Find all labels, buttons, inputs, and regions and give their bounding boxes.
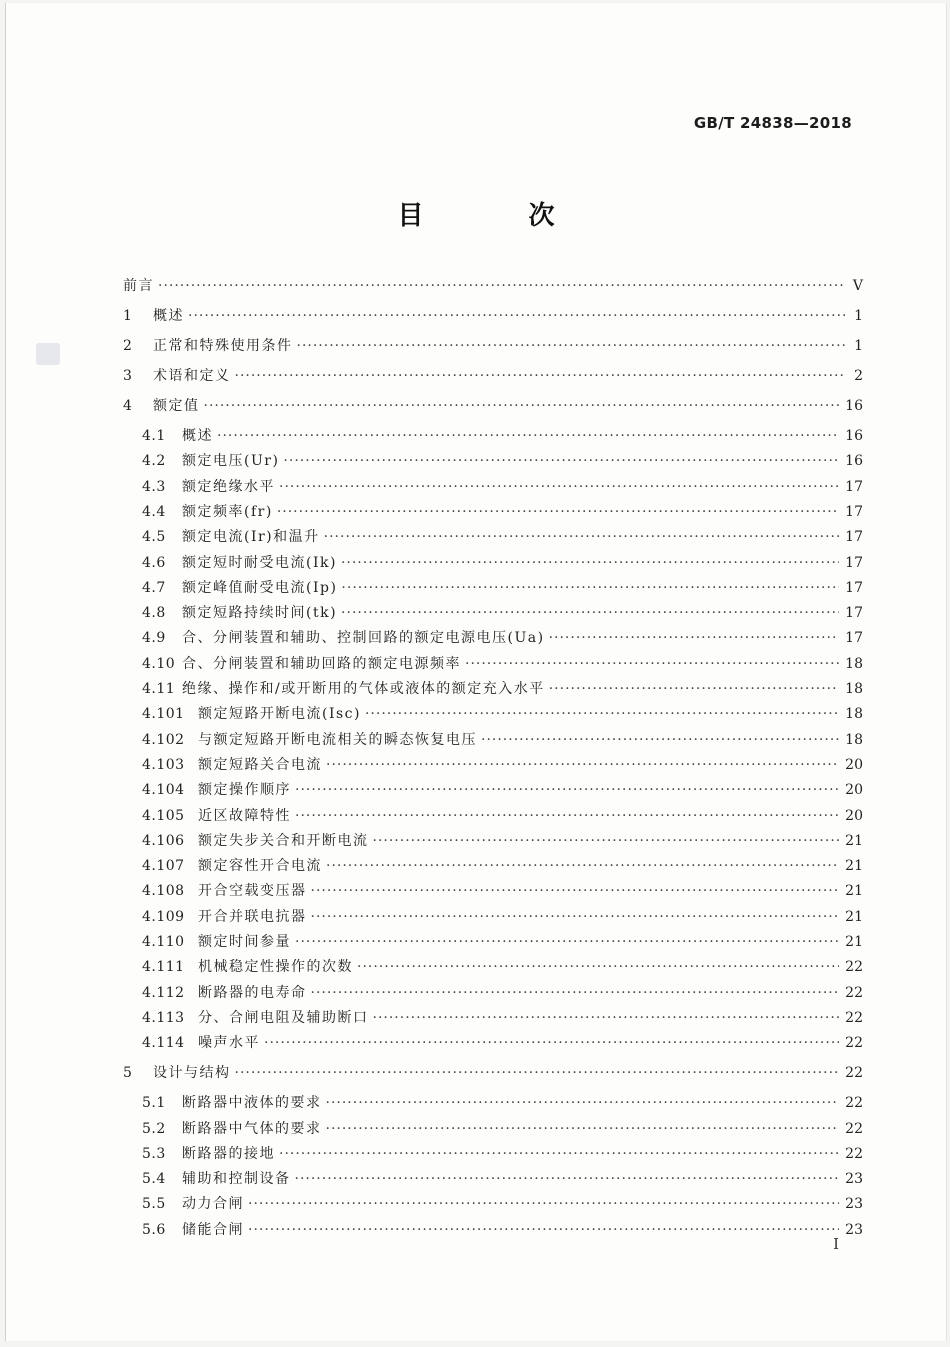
dot-leader <box>235 1065 840 1081</box>
toc-entry-label: 额定时间参量 <box>198 934 291 950</box>
document-page <box>5 3 947 1341</box>
dot-leader <box>373 1010 840 1026</box>
toc-entry-label: 动力合闸 <box>182 1196 244 1213</box>
toc-entry[interactable] <box>123 1193 863 1215</box>
toc-entry-label: 合、分闸装置和辅助、控制回路的额定电源电压(Ua) <box>182 630 545 647</box>
toc-entry-label: 额定操作顺序 <box>198 782 291 799</box>
dot-leader <box>279 479 839 495</box>
dot-leader <box>465 656 839 672</box>
standard-code: GB/T 24838—2018 <box>693 114 852 132</box>
toc-entry-label: 额定短路持续时间(tk) <box>182 605 338 622</box>
toc-entry-number: 4.8 <box>142 605 166 622</box>
toc-entry-page: Ⅴ <box>852 278 863 294</box>
toc-entry[interactable] <box>123 395 863 417</box>
toc-entry-page: 21 <box>845 908 863 925</box>
toc-entry-label: 前言 <box>123 278 154 294</box>
dot-leader <box>283 453 839 469</box>
dot-leader <box>204 398 840 414</box>
toc-entry-number: 5 <box>123 1065 133 1082</box>
toc-entry[interactable] <box>123 779 863 801</box>
toc-entry-label: 开合空载变压器 <box>198 883 307 900</box>
dot-leader <box>217 428 839 444</box>
toc-entry-page: 22 <box>845 1095 863 1112</box>
dot-leader <box>295 934 839 950</box>
toc-entry-label: 额定峰值耐受电流(Ip) <box>182 579 338 596</box>
toc-entry-page: 21 <box>845 934 863 950</box>
toc-entry-page: 18 <box>845 706 863 723</box>
toc-entry-label: 额定频率(fr) <box>182 503 273 520</box>
toc-entry-page: 2 <box>854 368 863 384</box>
toc-entry-label: 额定失步关合和开断电流 <box>198 832 369 849</box>
toc-entry-label: 额定绝缘水平 <box>182 478 275 495</box>
toc-entry-label: 额定值 <box>153 398 200 414</box>
toc-entry[interactable] <box>123 577 863 599</box>
toc-entry[interactable] <box>123 678 863 700</box>
toc-entry-label: 额定短路关合电流 <box>198 756 322 773</box>
toc-entry-page: 22 <box>845 1009 863 1026</box>
toc-entry-label: 额定电流(Ir)和温升 <box>182 529 320 546</box>
toc-entry-page: 22 <box>845 1145 863 1162</box>
toc-entry-page: 16 <box>845 453 863 470</box>
toc-entry-label: 额定容性开合电流 <box>198 858 322 875</box>
toc-entry[interactable] <box>123 526 863 548</box>
toc-entry-page: 22 <box>845 959 863 976</box>
toc-entry-page: 18 <box>845 655 863 672</box>
dot-leader <box>549 681 839 697</box>
toc-entry-number: 4.109 <box>142 908 185 925</box>
toc-entry-number: 4.6 <box>142 554 166 571</box>
toc-entry[interactable] <box>123 906 863 928</box>
toc-entry-number: 5.6 <box>142 1221 166 1238</box>
toc-entry-page: 16 <box>845 428 863 444</box>
toc-entry[interactable] <box>123 830 863 852</box>
toc-entry[interactable] <box>123 1168 863 1190</box>
toc-entry-number: 4.102 <box>142 731 185 748</box>
toc-entry-label: 分、合闸电阻及辅助断口 <box>198 1009 369 1026</box>
dot-leader <box>311 985 840 1001</box>
dot-leader <box>326 1121 840 1137</box>
toc-entry[interactable] <box>123 1032 863 1054</box>
dot-leader <box>295 782 839 798</box>
dot-leader <box>549 630 840 646</box>
toc-entry-label: 额定电压(Ur) <box>182 453 280 470</box>
dot-leader <box>311 909 840 925</box>
toc-entry-number: 4.9 <box>142 630 166 647</box>
page-title: 目 次 <box>397 201 603 231</box>
toc-entry[interactable] <box>123 335 863 357</box>
toc-entry-number: 4.5 <box>142 529 166 546</box>
toc-entry-page: 23 <box>845 1171 863 1188</box>
toc-entry-label: 开合并联电抗器 <box>198 908 307 925</box>
toc-entry-label: 噪声水平 <box>198 1035 260 1052</box>
toc-entry-number: 4.1 <box>142 428 166 444</box>
toc-entry-label: 设计与结构 <box>153 1065 231 1082</box>
toc-entry[interactable] <box>123 1219 863 1241</box>
dot-leader <box>326 1095 840 1111</box>
dot-leader <box>341 555 839 571</box>
toc-entry[interactable] <box>123 931 863 953</box>
toc-entry-number: 4.105 <box>142 807 185 824</box>
toc-entry[interactable] <box>123 1118 863 1140</box>
toc-entry-number: 4.113 <box>142 1009 185 1026</box>
dot-leader <box>324 529 840 545</box>
toc-entry[interactable] <box>123 552 863 574</box>
toc-entry-label: 合、分闸装置和辅助回路的额定电源频率 <box>182 655 461 672</box>
toc-entry[interactable] <box>123 501 863 523</box>
toc-entry-page: 23 <box>845 1221 863 1238</box>
toc-entry-number: 4.112 <box>142 984 185 1001</box>
toc-entry-number: 2 <box>123 338 133 354</box>
toc-entry-label: 与额定短路开断电流相关的瞬态恢复电压 <box>198 731 477 748</box>
toc-entry-label: 断路器中气体的要求 <box>182 1120 322 1137</box>
dot-leader <box>264 1035 839 1051</box>
toc-entry-label: 近区故障特性 <box>198 807 291 824</box>
toc-entry[interactable] <box>123 602 863 624</box>
toc-entry-number: 4.114 <box>142 1035 185 1052</box>
toc-entry-number: 4.2 <box>142 453 166 470</box>
toc-entry-page: 1 <box>854 308 863 324</box>
dot-leader <box>279 1146 839 1162</box>
dot-leader <box>341 605 839 621</box>
dot-leader <box>341 580 839 596</box>
toc-entry-page: 17 <box>845 478 863 495</box>
toc-entry-number: 4.3 <box>142 478 166 495</box>
toc-entry[interactable] <box>123 1007 863 1029</box>
toc-entry[interactable] <box>123 805 863 827</box>
toc-entry-page: 17 <box>845 630 863 647</box>
toc-entry-number: 4.107 <box>142 858 185 875</box>
dot-leader <box>326 858 839 874</box>
dot-leader <box>158 278 845 294</box>
toc-entry[interactable] <box>123 729 863 751</box>
toc-entry[interactable] <box>123 1092 863 1114</box>
toc-entry-page: 1 <box>854 338 863 354</box>
toc-entry-label: 概述 <box>182 428 213 444</box>
toc-entry-number: 4.103 <box>142 756 185 773</box>
toc-entry-page: 17 <box>845 503 863 520</box>
toc-entry-number: 4.101 <box>142 706 185 723</box>
toc-entry-number: 5.2 <box>142 1120 166 1137</box>
dot-leader <box>373 833 840 849</box>
toc-entry-label: 额定短时耐受电流(Ik) <box>182 554 337 571</box>
toc-entry-label: 术语和定义 <box>153 368 231 384</box>
toc-entry-label: 额定短路开断电流(Isc) <box>198 706 361 723</box>
toc-entry-label: 断路器中液体的要求 <box>182 1095 322 1112</box>
toc-entry-page: 17 <box>845 579 863 596</box>
dot-leader <box>248 1196 839 1212</box>
toc-entry-page: 22 <box>845 1065 863 1082</box>
dot-leader <box>295 808 839 824</box>
toc-entry-label: 辅助和控制设备 <box>182 1171 291 1188</box>
toc-entry[interactable] <box>123 425 863 447</box>
toc-entry[interactable] <box>123 754 863 776</box>
dot-leader <box>277 504 839 520</box>
dot-leader <box>248 1222 839 1238</box>
toc-entry[interactable] <box>123 1143 863 1165</box>
toc-entry-page: 21 <box>845 858 863 875</box>
dot-leader <box>365 706 839 722</box>
toc-entry-page: 23 <box>845 1196 863 1213</box>
toc-entry[interactable] <box>123 653 863 675</box>
page-number: I <box>833 1235 839 1253</box>
toc-entry[interactable] <box>123 1062 863 1084</box>
toc-entry[interactable] <box>123 982 863 1004</box>
toc-entry-number: 4.104 <box>142 782 185 799</box>
toc-entry[interactable] <box>123 880 863 902</box>
toc-entry-page: 17 <box>845 529 863 546</box>
toc-entry-page: 17 <box>845 605 863 622</box>
toc-entry-label: 机械稳定性操作的次数 <box>198 959 353 976</box>
toc-entry-page: 22 <box>845 1035 863 1052</box>
toc-entry[interactable] <box>123 956 863 978</box>
toc-entry-label: 断路器的接地 <box>182 1145 275 1162</box>
toc-entry-number: 4.10 <box>142 655 176 672</box>
toc-entry-number: 5.1 <box>142 1095 166 1112</box>
toc-entry-page: 18 <box>845 731 863 748</box>
toc-entry-number: 4.4 <box>142 503 166 520</box>
toc-entry-number: 1 <box>123 308 133 324</box>
toc-entry-number: 4 <box>123 398 133 414</box>
dot-leader <box>326 757 839 773</box>
dot-leader <box>481 732 839 748</box>
toc-entry[interactable] <box>123 275 863 297</box>
toc-entry[interactable] <box>123 855 863 877</box>
toc-entry-page: 20 <box>845 807 863 824</box>
toc-entry-page: 20 <box>845 782 863 799</box>
toc-entry-number: 4.108 <box>142 883 185 900</box>
toc-entry-page: 22 <box>845 1120 863 1137</box>
toc-entry-number: 4.7 <box>142 579 166 596</box>
toc-entry-page: 21 <box>845 832 863 849</box>
toc-entry-number: 5.3 <box>142 1145 166 1162</box>
toc-entry[interactable] <box>123 703 863 725</box>
toc-entry-page: 18 <box>845 681 863 697</box>
toc-entry-label: 正常和特殊使用条件 <box>153 338 293 354</box>
dot-leader <box>297 338 846 354</box>
toc-entry-number: 3 <box>123 368 133 384</box>
toc-entry-page: 17 <box>845 554 863 571</box>
margin-mark <box>36 343 60 365</box>
toc-entry-label: 断路器的电寿命 <box>198 984 307 1001</box>
toc-entry[interactable] <box>123 365 863 387</box>
dot-leader <box>357 959 839 975</box>
toc-entry-number: 4.106 <box>142 832 185 849</box>
toc-entry-page: 22 <box>845 984 863 1001</box>
toc-entry-page: 21 <box>845 883 863 900</box>
toc-entry-label: 概述 <box>153 308 184 324</box>
toc-entry[interactable] <box>123 305 863 327</box>
toc-entry[interactable] <box>123 476 863 498</box>
toc-entry-number: 4.110 <box>142 934 185 950</box>
toc-entry-label: 储能合闸 <box>182 1221 244 1238</box>
toc-entry-page: 20 <box>845 756 863 773</box>
dot-leader <box>295 1171 840 1187</box>
dot-leader <box>311 883 840 899</box>
toc-entry-number: 5.5 <box>142 1196 166 1213</box>
toc-entry-page: 16 <box>845 398 863 414</box>
toc-entry-number: 4.11 <box>142 681 176 697</box>
dot-leader <box>235 368 846 384</box>
toc-entry-label: 绝缘、操作和/或开断用的气体或液体的额定充入水平 <box>182 681 545 697</box>
toc-entry-number: 5.4 <box>142 1171 166 1188</box>
toc-entry[interactable] <box>123 450 863 472</box>
toc-entry-number: 4.111 <box>142 959 185 976</box>
dot-leader <box>188 308 845 324</box>
toc-entry[interactable] <box>123 627 863 649</box>
